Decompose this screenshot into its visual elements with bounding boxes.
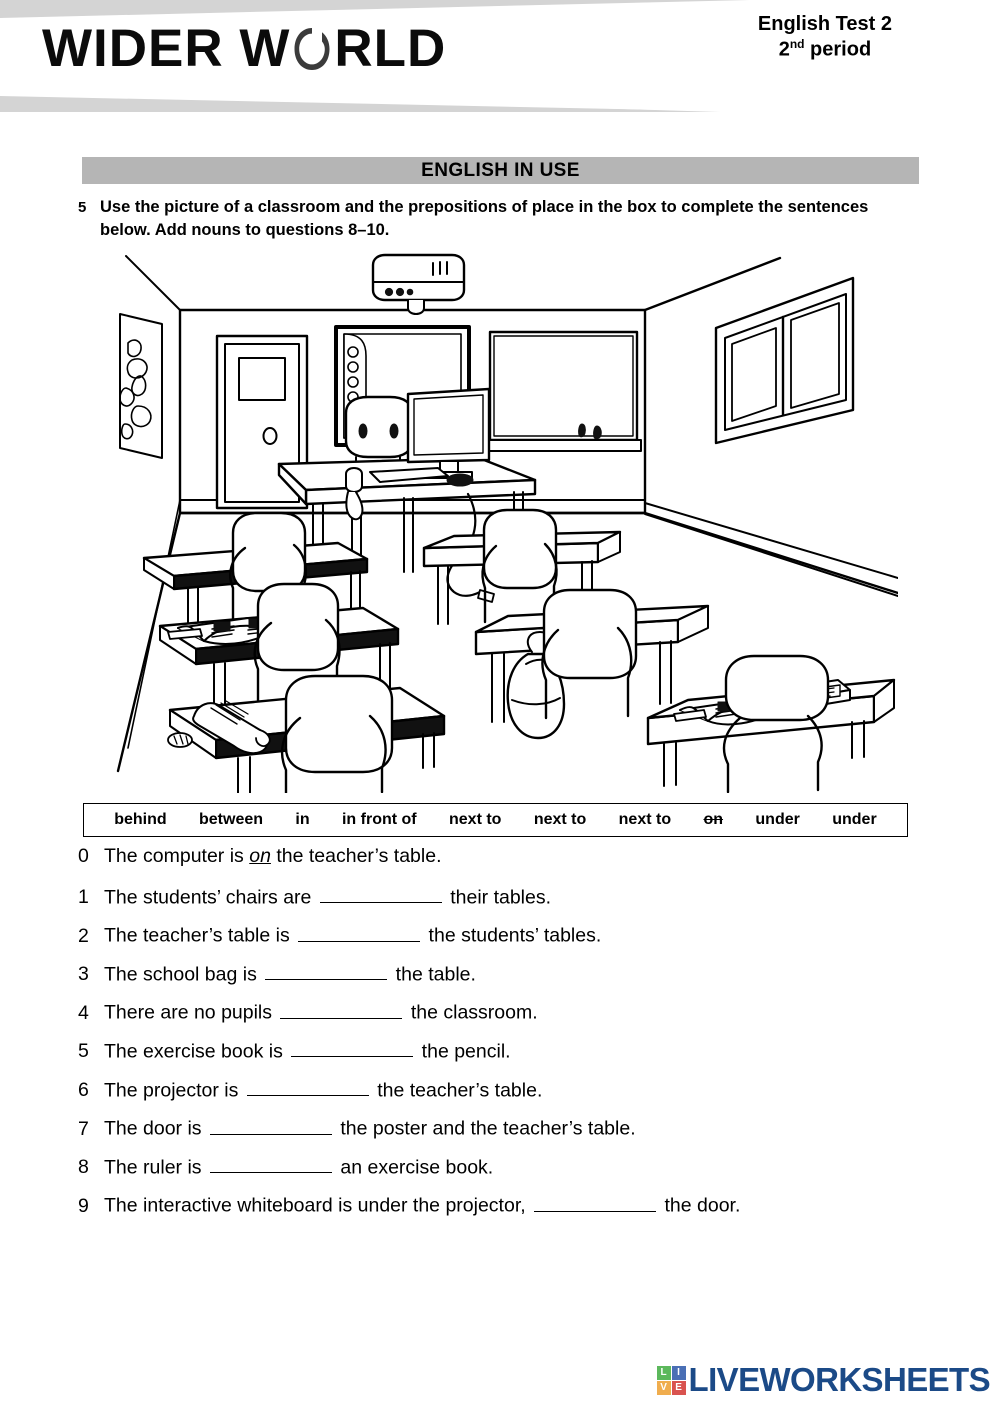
question-text-before: The school bag is [104, 963, 263, 986]
question-text-before: The projector is [104, 1079, 244, 1102]
test-title-line2 [758, 37, 892, 63]
word-bank-item[interactable]: under [832, 811, 877, 828]
question-row [78, 1038, 948, 1077]
live-square-i: I [672, 1366, 686, 1380]
word-bank-item[interactable]: next to [449, 811, 502, 828]
page-header [0, 0, 1000, 112]
word-bank [83, 803, 908, 837]
answer-blank[interactable] [210, 1154, 332, 1174]
live-squares-icon [657, 1366, 686, 1395]
question-text [104, 1038, 511, 1064]
question-text-after: the teacher’s table. [270, 845, 442, 867]
brand-text-part1: WIDER W [42, 19, 291, 78]
question-number: 4 [78, 1001, 89, 1024]
test-title [758, 12, 892, 63]
question-text-before: The door is [104, 1117, 207, 1140]
question-number: 2 [78, 924, 89, 947]
question-text [104, 1115, 636, 1141]
answer-blank[interactable] [265, 961, 387, 981]
question-row [78, 845, 948, 884]
word-bank-item-used[interactable]: on [703, 811, 724, 828]
ring-letter-o-icon [292, 26, 332, 71]
word-bank-item[interactable]: under [755, 811, 800, 828]
word-bank-item[interactable]: in [295, 811, 310, 828]
question-text [104, 1154, 493, 1180]
question-text-before: The interactive whiteboard is under the projector, [104, 1194, 532, 1217]
classroom-line-drawing [108, 248, 898, 793]
liveworksheets-logo [657, 1361, 990, 1399]
question-text [104, 1192, 740, 1218]
question-number: 7 [78, 1117, 89, 1140]
word-bank-item[interactable]: next to [618, 811, 672, 828]
question-text [104, 884, 551, 910]
question-number: 8 [78, 1156, 89, 1179]
instruction-block [78, 196, 923, 242]
question-number: 1 [78, 886, 89, 909]
question-text-before: The teacher’s table is [104, 924, 296, 947]
question-text [104, 1077, 542, 1103]
section-title-bar [82, 157, 919, 184]
question-row [78, 1192, 948, 1231]
question-text-before: The exercise book is [104, 1040, 289, 1063]
question-text-before: The ruler is [104, 1156, 207, 1179]
instruction-text: Use the picture of a classroom and the prepositions of place in the box to complete the sentences below. Add nouns to questions 8–10. [100, 198, 869, 239]
example-answer: on [249, 845, 271, 867]
question-text [104, 845, 442, 868]
answer-blank[interactable] [534, 1192, 656, 1212]
question-text-after: the poster and the teacher’s table. [334, 1117, 636, 1140]
question-number: 6 [78, 1079, 89, 1102]
question-number: 5 [78, 1040, 89, 1063]
word-bank-item[interactable]: next to [533, 811, 587, 828]
question-text [104, 999, 538, 1025]
question-text-before: There are no pupils [104, 1001, 278, 1024]
question-text-after: the teacher’s table. [371, 1079, 543, 1102]
live-square-l: L [657, 1366, 671, 1380]
question-number: 3 [78, 963, 89, 986]
question-text-after: the door. [659, 1194, 741, 1217]
questions-list [78, 845, 948, 1231]
question-row [78, 999, 948, 1038]
period-number: 2 [778, 38, 790, 61]
question-row [78, 922, 948, 961]
answer-blank[interactable] [320, 884, 442, 904]
answer-blank[interactable] [210, 1115, 332, 1135]
period-label: period [804, 38, 872, 61]
live-square-e: E [672, 1381, 686, 1395]
word-bank-item[interactable]: in front of [341, 811, 417, 828]
question-number: 9 [78, 1194, 89, 1217]
question-text-after: the students’ tables. [423, 924, 602, 947]
question-number: 0 [78, 845, 89, 867]
question-row [78, 1077, 948, 1116]
answer-blank[interactable] [291, 1038, 413, 1058]
classroom-picture [108, 248, 898, 793]
question-text-after: the pencil. [416, 1040, 511, 1063]
period-ordinal-suffix: nd [789, 37, 805, 51]
section-title-text: ENGLISH IN USE [421, 159, 580, 181]
word-bank-item[interactable]: between [199, 811, 264, 828]
question-text-after: their tables. [444, 886, 552, 909]
question-text-after: the classroom. [405, 1001, 538, 1024]
question-text [104, 922, 601, 948]
question-row [78, 1154, 948, 1193]
question-text-before: The computer is [104, 845, 250, 867]
question-row [78, 884, 948, 923]
brand-text-part2: RLD [334, 19, 447, 78]
test-title-line1: English Test 2 [757, 13, 892, 35]
question-row [78, 961, 948, 1000]
liveworksheets-wordmark: LIVEWORKSHEETS [688, 1361, 990, 1398]
question-text-before: The students’ chairs are [104, 886, 317, 909]
instruction-number: 5 [78, 199, 87, 216]
answer-blank[interactable] [298, 922, 420, 942]
question-row [78, 1115, 948, 1154]
answer-blank[interactable] [280, 999, 402, 1019]
question-text-after: the table. [390, 963, 476, 986]
question-text [104, 961, 476, 987]
live-square-v: V [657, 1381, 671, 1395]
word-bank-item[interactable]: behind [114, 811, 167, 828]
wider-world-logo [42, 19, 447, 78]
answer-blank[interactable] [247, 1077, 369, 1097]
question-text-after: an exercise book. [334, 1156, 494, 1179]
